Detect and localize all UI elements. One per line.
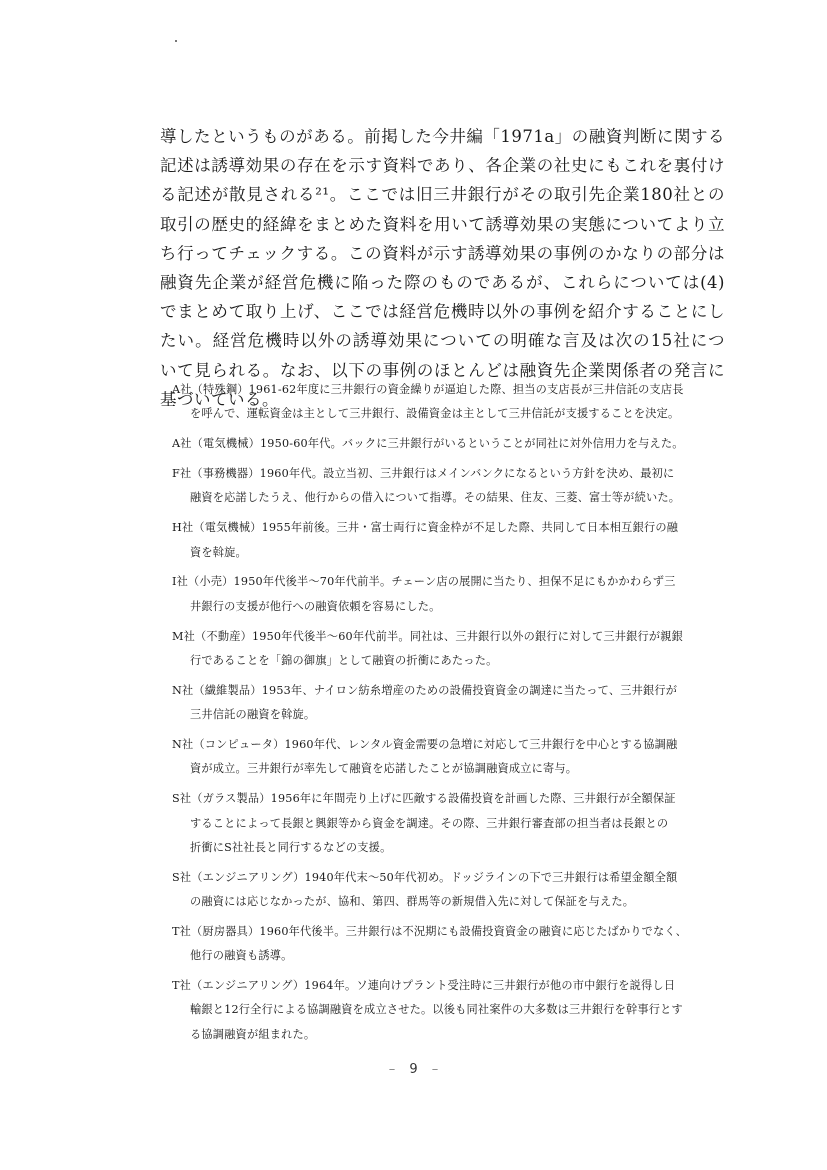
page-number-dash-right: – <box>431 1062 439 1077</box>
case-entry <box>172 866 732 915</box>
case-entry-first-line: T社（エンジニアリング）1964年。ソ連向けプラント受注時に三井銀行が他の市中銀行を説得し日 <box>172 979 676 993</box>
case-entry-continuation-line: することによって長銀と興銀等から資金を調達。その際、三井銀行審査部の担当者は長銀との <box>190 816 669 830</box>
case-entry <box>172 733 732 782</box>
case-entry <box>172 625 732 674</box>
page-number: 9 <box>409 1062 418 1077</box>
case-entry-first-line: N社（繊維製品）1953年、ナイロン紡糸増産のための設備投資資金の調達に当たって、三井銀行が <box>172 683 678 697</box>
case-entry <box>172 570 732 619</box>
case-entry-first-line: S社（エンジニアリング）1940年代末〜50年代初め。ドッジラインの下で三井銀行は希望金額全額 <box>172 870 678 884</box>
case-entry-first-line: N社（コンピュータ）1960年代、レンタル資金需要の急増に対応して三井銀行を中心とする協調融 <box>172 738 678 752</box>
case-entry <box>172 974 732 1047</box>
case-entry-first-line: S社（ガラス製品）1956年に年間売り上げに匹敵する設備投資を計画した際、三井銀行が全額保証 <box>172 792 676 806</box>
case-entry <box>172 462 732 511</box>
case-entry <box>172 787 732 860</box>
case-entry-continuation-line: 三井信託の融資を斡旋。 <box>190 708 316 722</box>
case-entry-continuation-line: 資が成立。三井銀行が率先して融資を応諾したことが協調融資成立に寄与。 <box>190 762 578 776</box>
case-entry-first-line: F社（事務機器）1960年代。設立当初、三井銀行はメインバンクになるという方針を決め、最初に <box>172 467 675 481</box>
case-entry <box>172 679 732 728</box>
case-entry-first-line: I社（小売）1950年代後半〜70年代前半。チェーン店の展開に当たり、担保不足にもかかわらず三 <box>172 575 676 589</box>
body-paragraph: 導したというものがある。前掲した今井編「1971a」の融資判断に関する記述は誘導効果の存在を示す資料であり、各企業の社史にもこれを裏付ける記述が散見される²¹。ここでは旧三井銀行がその取引先企業180社との取引の歴史的経緯をまとめた資料を用いて誘導効果の実態についてより立ち行ってチェックする。この資料が示す誘導効果の事例のかなりの部分は融資先企業が経営危機に陥った際のものであるが、これらについては(4)でまとめて取り上げ、ここでは経営危機時以外の事例を紹介することにしたい。経営危機時以外の誘導効果についての明確な言及は次の15社について見られる。なお、以下の事例のほとんどは融資先企業関係者の発言に基づいている。 <box>160 127 725 409</box>
case-entry <box>172 516 732 565</box>
case-entry <box>172 432 732 456</box>
case-entry-continuation-line: 井銀行の支援が他行への融資依頼を容易にした。 <box>190 599 441 613</box>
case-entry-first-line: H社（電気機械）1955年前後。三井・富士両行に資金枠が不足した際、共同して日本相互銀行の融 <box>172 521 679 535</box>
page-number-dash-left: – <box>388 1062 396 1077</box>
case-entry-continuation-line: の融資には応じなかったが、協和、第四、群馬等の新規借入先に対して保証を与えた。 <box>190 894 635 908</box>
scan-speck <box>175 40 177 42</box>
case-entry-first-line: M社（不動産）1950年代後半〜60年代前半。同社は、三井銀行以外の銀行に対して三井銀行が親銀 <box>172 629 684 643</box>
case-entry-continuation-line: 折衝にS社社長と同行するなどの支援。 <box>190 840 392 854</box>
case-entry-first-line: T社（厨房器具）1960年代後半。三井銀行は不況期にも設備投資資金の融資に応じたばかりでなく、 <box>172 924 687 938</box>
case-entry-continuation-line: 輸銀と12行全行による協調融資を成立させた。以後も同社案件の大多数は三井銀行を幹事行とす <box>190 1003 683 1017</box>
case-entry-continuation-line: 行であることを「錦の御旗」として融資の折衝にあたった。 <box>190 653 498 667</box>
case-entry <box>172 378 732 427</box>
case-entry <box>172 920 732 969</box>
case-entry-continuation-line: 資を斡旋。 <box>190 545 247 559</box>
case-entry-continuation-line: 他行の融資も誘導。 <box>190 949 293 963</box>
case-entry-continuation-line: を呼んで、運転資金は主として三井銀行、設備資金は主として三井信託が支援することを決定。 <box>190 407 680 421</box>
case-entry-first-line: A社（電気機械）1950-60年代。バックに三井銀行がいるということが同社に対外信用力を与えた。 <box>172 437 684 451</box>
case-list <box>172 378 732 1053</box>
case-entry-continuation-line: る協調融資が組まれた。 <box>190 1027 316 1041</box>
case-entry-continuation-line: 融資を応諾したうえ、他行からの借入について指導。その結果、住友、三菱、富士等が続いた。 <box>190 491 681 505</box>
page-footer <box>0 1062 827 1077</box>
case-entry-first-line: A社（特殊鋼）1961-62年度に三井銀行の資金繰りが逼迫した際、担当の支店長が三井信託の支店長 <box>172 383 684 396</box>
